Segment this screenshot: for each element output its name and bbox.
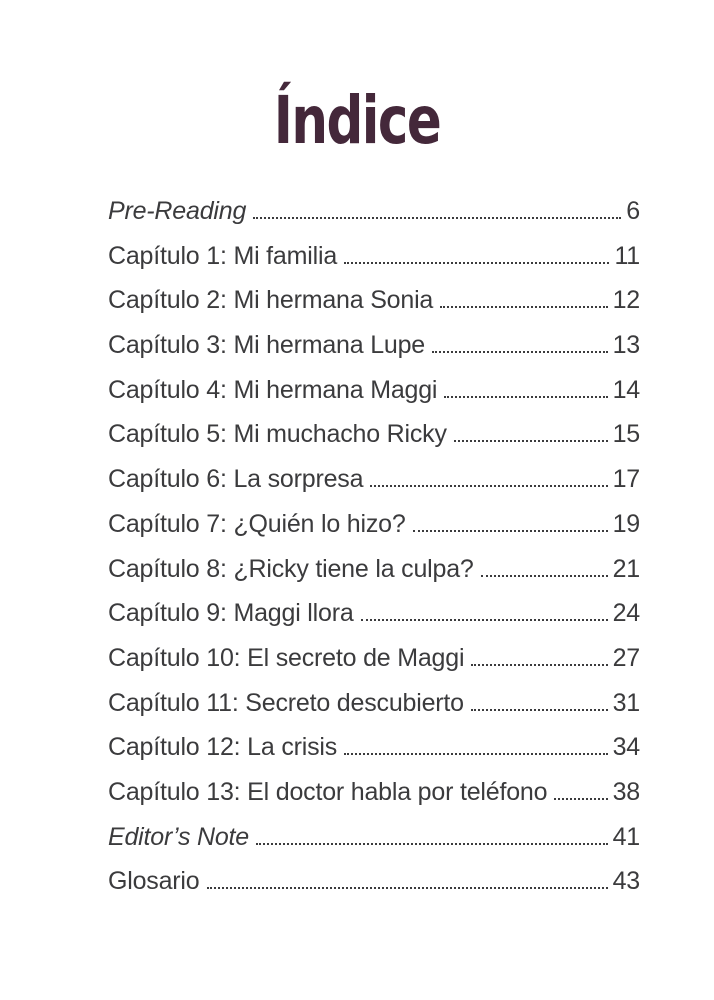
page-title: Índice bbox=[273, 82, 441, 159]
dot-leader bbox=[207, 887, 608, 889]
dot-leader bbox=[554, 798, 607, 800]
toc-entry bbox=[108, 725, 640, 770]
dot-leader bbox=[471, 664, 607, 666]
toc-entry-page: 6 bbox=[626, 197, 640, 225]
toc-entry bbox=[108, 502, 640, 547]
toc-entry-page: 38 bbox=[612, 777, 640, 806]
dot-leader bbox=[413, 530, 608, 532]
toc-entry-label: Capítulo 5: Mi muchacho Ricky bbox=[108, 420, 447, 449]
dot-leader bbox=[444, 396, 607, 398]
toc-entry-label: Capítulo 10: El secreto de Maggi bbox=[108, 643, 465, 672]
dot-leader bbox=[370, 485, 607, 487]
toc-entry-page: 12 bbox=[612, 286, 640, 315]
toc-entry bbox=[108, 815, 640, 860]
toc-entry-label: Editor’s Note bbox=[108, 822, 249, 851]
toc-entry-page: 31 bbox=[612, 688, 640, 717]
toc-entry-page: 13 bbox=[612, 331, 640, 360]
toc-entry-page: 24 bbox=[612, 599, 640, 628]
dot-leader bbox=[471, 709, 608, 711]
toc-entry-page: 27 bbox=[612, 643, 640, 672]
toc-entry-page: 11 bbox=[614, 241, 640, 270]
toc-entry-page: 34 bbox=[612, 733, 640, 762]
toc-entry bbox=[108, 412, 640, 457]
toc-entry bbox=[108, 368, 640, 413]
toc-entry-label: Capítulo 6: La sorpresa bbox=[108, 465, 364, 494]
toc-entry bbox=[108, 323, 640, 368]
toc-entry bbox=[108, 770, 640, 815]
toc-entry-page: 15 bbox=[612, 420, 640, 449]
toc-entry-label: Capítulo 8: ¿Ricky tiene la culpa? bbox=[108, 554, 474, 583]
dot-leader bbox=[253, 217, 621, 219]
toc-entry-label: Capítulo 4: Mi hermana Maggi bbox=[108, 375, 438, 404]
dot-leader bbox=[432, 351, 608, 353]
toc-entry-label: Capítulo 11: Secreto descubierto bbox=[108, 688, 464, 717]
toc-entry-label: Capítulo 13: El doctor habla por teléfono bbox=[108, 777, 548, 806]
toc-entry-label: Capítulo 2: Mi hermana Sonia bbox=[108, 286, 434, 315]
toc-entry bbox=[108, 278, 640, 323]
toc-entry bbox=[108, 636, 640, 681]
toc-entry-label: Capítulo 3: Mi hermana Lupe bbox=[108, 331, 426, 360]
toc-entry bbox=[108, 547, 640, 592]
toc-entry bbox=[108, 457, 640, 502]
toc-entry bbox=[108, 681, 640, 726]
toc-entry bbox=[108, 859, 640, 904]
dot-leader bbox=[344, 262, 609, 264]
toc-entry bbox=[108, 591, 640, 636]
toc-entry-label: Capítulo 7: ¿Quién lo hizo? bbox=[108, 509, 406, 538]
dot-leader bbox=[440, 306, 607, 308]
dot-leader bbox=[481, 575, 608, 577]
toc-entry-label: Capítulo 9: Maggi llora bbox=[108, 599, 354, 628]
dot-leader bbox=[256, 843, 608, 845]
toc-entry-page: 19 bbox=[612, 509, 640, 538]
toc-entry bbox=[108, 234, 640, 279]
dot-leader bbox=[344, 753, 608, 755]
toc-entry-page: 17 bbox=[612, 465, 640, 494]
toc-entry-page: 21 bbox=[612, 554, 640, 583]
toc-entry-page: 14 bbox=[612, 375, 640, 404]
toc-entry-label: Pre-Reading bbox=[108, 197, 247, 225]
toc-entry-label: Capítulo 12: La crisis bbox=[108, 733, 338, 762]
toc-list bbox=[108, 189, 640, 904]
toc-entry bbox=[108, 189, 640, 234]
toc-entry-label: Glosario bbox=[108, 867, 200, 896]
toc-entry-label: Capítulo 1: Mi familia bbox=[108, 241, 338, 270]
toc-entry-page: 41 bbox=[612, 822, 640, 851]
dot-leader bbox=[361, 619, 608, 621]
toc-entry-page: 43 bbox=[612, 867, 640, 896]
dot-leader bbox=[454, 440, 608, 442]
